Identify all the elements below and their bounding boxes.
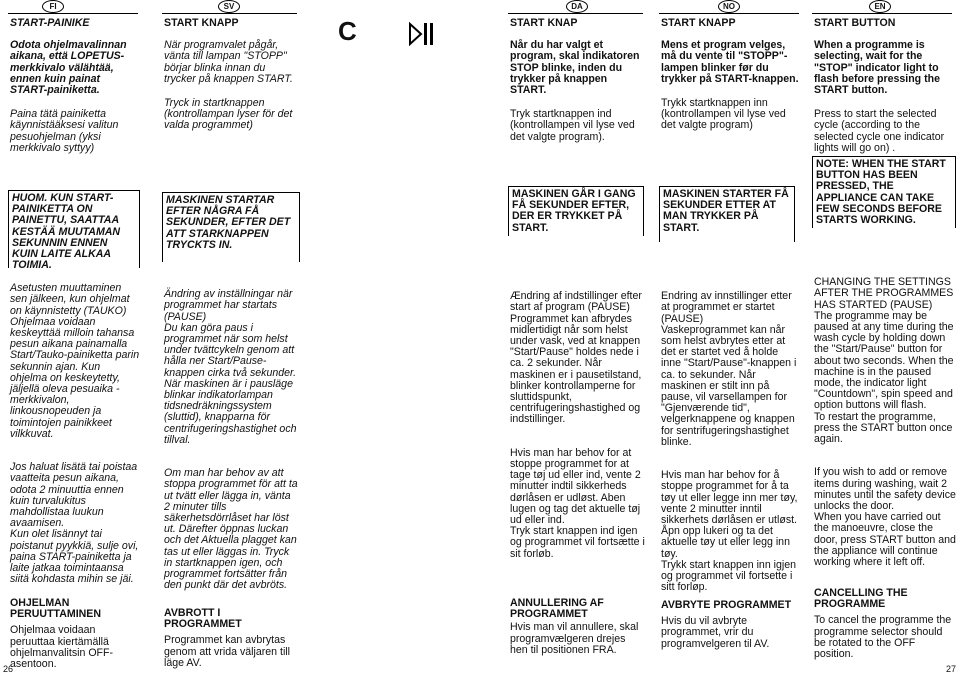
- en-column: [814, 18, 956, 154]
- fi-column: [10, 18, 140, 154]
- en-cancel: [814, 588, 956, 660]
- en-note: NOTE: WHEN THE START BUTTON HAS BEEN PRESSED, THE APPLIANCE CAN TAKE FEW SECONDS BEFORE STARTS WORKING.: [812, 156, 956, 228]
- start-pause-icon: [409, 20, 435, 53]
- sv-cancel: [164, 608, 299, 669]
- sv-p2: Tryck in startknappen (kontrollampan lyser för det valda programmet): [164, 97, 293, 132]
- sv-title: START KNAPP: [164, 17, 239, 29]
- fi-title: START-PAINIKE: [10, 17, 90, 29]
- c-symbol-icon: C: [338, 16, 357, 46]
- fi-note: HUOM. KUN START-PAINIKETTA ON PAINETTU, SAATTAA KESTÄÄ MUUTAMAN SEKUNNIN ENNEN KUIN LAITE ALKAA TOIMIA.: [8, 190, 140, 268]
- da-body: [510, 280, 645, 571]
- en-p1: When a programme is selecting, wait for the "STOP" indicator light to flash before pressing the START button.: [814, 39, 940, 97]
- en-title: START BUTTON: [814, 17, 896, 29]
- no-column: [661, 18, 801, 132]
- fi-cancel-title: OHJELMAN PERUUTTAMINEN: [10, 597, 102, 621]
- no-p2: Trykk startknappen inn (kontrollampen vil lyse ved det valgte program): [661, 97, 786, 132]
- no-p3: Endring av innstillinger etter at programmet er startet (PAUSE) Vaskeprogrammet kan når som helst avbrytes etter at det er startet ved å holde inne "Start/Pause"-knappen i ca. to sekunder. Når maskinen er stilt inn på pause, vil varsellampen for "Gjenværende tid", velgerknappene og knappen for sentrifugeringshastighet blinke.: [661, 290, 797, 448]
- no-cancel-text: Hvis du vil avbryte programmet, vrir du programvelgeren til AV.: [661, 615, 770, 650]
- en-p4: If you wish to add or remove items during washing, wait 2 minutes until the safety device unlocks the door. When you have carried out the manoeuvre, close the door, press START button and the appliance will continue working where it left off.: [814, 466, 956, 569]
- no-cancel-title: AVBRYTE PROGRAMMET: [661, 599, 792, 611]
- no-body: [661, 280, 801, 605]
- lang-badge-da: DA: [566, 0, 588, 13]
- sv-body: [164, 278, 299, 603]
- sv-column: [164, 18, 299, 132]
- da-title: START KNAP: [510, 17, 578, 29]
- en-p2: Press to start the selected cycle (according to the selected cycle one indicator lights will go on) .: [814, 108, 945, 154]
- fi-p4: Jos haluat lisätä tai poistaa vaatteita pesun aikana, odota 2 minuuttia ennen kuin turvalukitus mahdollistaa luukun avaamisen. Kun olet lisännyt tai poistanut pyykkiä, sulje ovi, paina START-painiketta ja laite jatkaa toimintaansa siitä kohdasta mihin se jäi.: [10, 461, 139, 586]
- sv-p3: Ändring av inställningar när programmet har startats (PAUSE) Du kan göra paus i programmet när som helst under tvättcykeln genom att hålla ner Start/Pause-knappen cirka två sekunder. När maskinen är i pausläge blinkar indikatorlampan tidsnedräkningssystem (sluttid), knapparna för centrifugeringshastighet och tillval.: [164, 288, 297, 446]
- sv-cancel-text: Programmet kan avbrytas genom att vrida väljaren till läge AV.: [164, 634, 291, 669]
- fi-p1: Odota ohjelmavalinnan aikana, että LOPETUS-merkkivalo välähtää, ennen kuin painat START-painiketta.: [10, 39, 127, 97]
- da-p4: Hvis man har behov for at stoppe programmet for at tage tøj ud eller ind, vente 2 minutter indtil sikkerheds dørlåsen er udløst. Aben lugen og tag det aktuelle tøj ud eller ind. Tryk start knappen ind igen og programmet vil fortsætte i sit forløb.: [510, 446, 645, 560]
- da-p1: Når du har valgt et program, skal indikatoren STOP blinke, inden du trykker på knappen START.: [510, 39, 640, 97]
- en-p3: CHANGING THE SETTINGS AFTER THE PROGRAMMES HAS STARTED (PAUSE) The programme may be paused at any time during the wash cycle by holding down the "Start/Pause" button for about two seconds. When the machine is in the paused mode, the indicator light "Countdown", spin speed and option buttons will flash. To restart the programme, press the START button once again.: [814, 276, 954, 446]
- da-p2: Tryk startknappen ind (kontrollampen vil lyse ved det valgte program).: [510, 108, 635, 143]
- page-number-right: 27: [945, 664, 956, 674]
- no-note: MASKINEN STARTER FÅ SEKUNDER ETTER AT MAN TRYKKER PÅ START.: [659, 186, 795, 242]
- fi-body: [10, 272, 140, 597]
- fi-p3: Asetusten muuttaminen sen jälkeen, kun ohjelmat on käynnistetty (TAUKO) Ohjelmaa voidaan keskeyttää milloin tahansa pesun aikana painamalla Start/Tauko-painiketta parin sekunnin ajan. Kun ohjelma on keskeytetty, jäljellä oleva pesuaika -merkkivalon, linkousnopeuden ja toimintojen painikkeet vilkkuvat.: [10, 282, 140, 440]
- da-column: [510, 18, 645, 143]
- no-title: START KNAPP: [661, 17, 736, 29]
- lang-badge-sv: SV: [218, 0, 240, 13]
- sv-p1: När programvalet pågår, vänta till lampan "STOPP" börjar blinka innan du trycker på knappen START.: [164, 39, 293, 85]
- da-cancel-title: ANNULLERING AF PROGRAMMET: [510, 597, 604, 621]
- no-p1: Mens et program velges, må du vente til "STOPP"-lampen blinker før du trykker på START-knappen.: [661, 39, 799, 85]
- en-cancel-title: CANCELLING THE PROGRAMME: [814, 587, 908, 611]
- no-p4: Hvis man har behov for å stoppe programmet for å ta tøy ut eller legge inn mer tøy, vente 2 minutter inntil sikkerhets dørlåsen er utløst. Åpn opp lukeri og ta det aktuelle tøy ut eller legg inn tøy. Trykk start knappen inn igjen og programmet vil fortsette i sitt forløp.: [661, 469, 798, 594]
- page-number-left: 26: [3, 664, 14, 674]
- fi-cancel: [10, 598, 140, 670]
- fi-cancel-text: Ohjelmaa voidaan peruuttaa kiertämällä ohjelmanvalitsin OFF-asentoon.: [10, 624, 114, 671]
- no-cancel: [661, 600, 801, 650]
- fi-p2: Paina tätä painiketta käynnistääksesi valitun pesuohjelman (yksi merkkivalo syttyy): [10, 108, 119, 154]
- da-p3: Ændring af indstillinger efter start af program (PAUSE) Programmet kan afbrydes midlertidigt når som helst under vask, ved at knappen "Start/Pause" holdes nede i ca. 2 sekunder. Når maskinen er i pausetilstand, blinker kontrollamperne for sluttidspunkt, centrifugeringshastighed og indstillinger.: [510, 290, 642, 426]
- en-cancel-text: To cancel the programme the programme selector should be rotated to the OFF position.: [814, 614, 952, 661]
- lang-badge-no: NO: [718, 0, 740, 13]
- lang-badge-fi: FI: [42, 0, 64, 13]
- lang-badge-en: EN: [869, 0, 891, 13]
- sv-p4: Om man har behov av att stoppa programmet för att ta ut tvätt eller lägga in, vänta 2 minuter tills säkerhetsdörrlåset har löst ut. Därefter öppnas luckan och det Aktuella plagget kan tas ut eller läggas in. Tryck in startknappen igen, och programmet fortsätter från den punkt där det avbröts.: [164, 467, 298, 592]
- en-body: [814, 266, 956, 579]
- da-note: MASKINEN GÅR I GANG FÅ SEKUNDER EFTER, DER ER TRYKKET PÅ START.: [508, 186, 644, 236]
- da-cancel: [510, 598, 645, 656]
- da-cancel-text: Hvis man vil annullere, skal programvælgeren drejes hen til positionen FRA.: [510, 621, 639, 656]
- sv-cancel-title: AVBROTT I PROGRAMMET: [164, 607, 242, 631]
- sv-note: MASKINEN STARTAR EFTER NÅGRA FÅ SEKUNDER, EFTER DET ATT STARKNAPPEN TRYCKTS IN.: [162, 192, 300, 262]
